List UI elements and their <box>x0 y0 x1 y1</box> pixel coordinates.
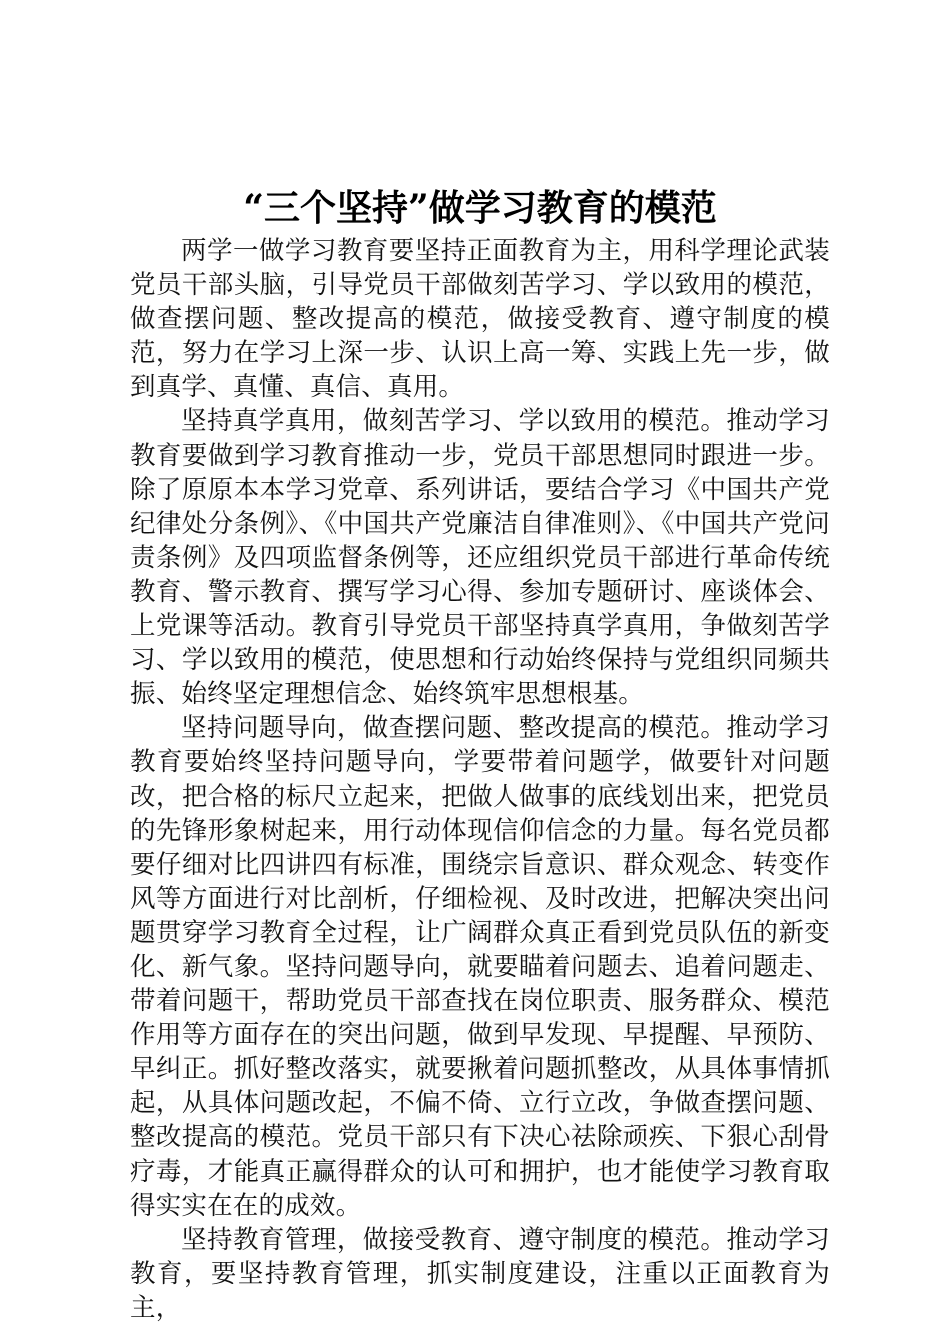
paragraph-intro: 两学一做学习教育要坚持正面教育为主，用科学理论武装党员干部头脑，引导党员干部做刻苦学习、学以致用的模范，做查摆问题、整改提高的模范，做接受教育、遵守制度的模范，努力在学习上深一步、认识上高一筹、实践上先一步，做到真学、真懂、真信、真用。 <box>130 236 830 403</box>
document-title: “三个坚持”做学习教育的模范 <box>243 187 717 229</box>
paragraph-management: 坚持教育管理，做接受教育、遵守制度的模范。推动学习教育，要坚持教育管理，抓实制度建设，注重以正面教育为主， <box>130 1224 830 1323</box>
paragraph-problem: 坚持问题导向，做查摆问题、整改提高的模范。推动学习教育要始终坚持问题导向，学要带着问题学，做要针对问题改，把合格的标尺立起来，把做人做事的底线划出来，把党员的先锋形象树起来，用行动体现信仰信念的力量。每名党员都要仔细对比四讲四有标准，围绕宗旨意识、群众观念、转变作风等方面进行对比剖析，仔细检视、及时改进，把解决突出问题贯穿学习教育全过程，让广阔群众真正看到党员队伍的新变化、新气象。坚持问题导向，就要瞄着问题去、追着问题走、带着问题干，帮助党员干部查找在岗位职责、服务群众、模范作用等方面存在的突出问题，做到早发现、早提醒、早预防、早纠正。抓好整改落实，就要揪着问题抓整改，从具体事情抓起，从具体问题改起，不偏不倚、立行立改，争做查摆问题、整改提高的模范。党员干部只有下决心祛除顽疾、下狠心刮骨疗毒，才能真正赢得群众的认可和拥护，也才能使学习教育取得实实在在的成效。 <box>130 713 830 1221</box>
paragraph-study: 坚持真学真用，做刻苦学习、学以致用的模范。推动学习教育要做到学习教育推动一步，党员干部思想同时跟进一步。除了原原本本学习党章、系列讲话，要结合学习《中国共产党纪律处分条例》、《中国共产党廉洁自律准则》、《中国共产党问责条例》及四项监督条例等，还应组织党员干部进行革命传统教育、警示教育、撰写学习心得、参加专题研讨、座谈体会、上党课等活动。教育引导党员干部坚持真学真用，争做刻苦学习、学以致用的模范，使思想和行动始终保持与党组织同频共振、始终坚定理想信念、始终筑牢思想根基。 <box>130 406 830 710</box>
document-body <box>130 234 830 1325</box>
